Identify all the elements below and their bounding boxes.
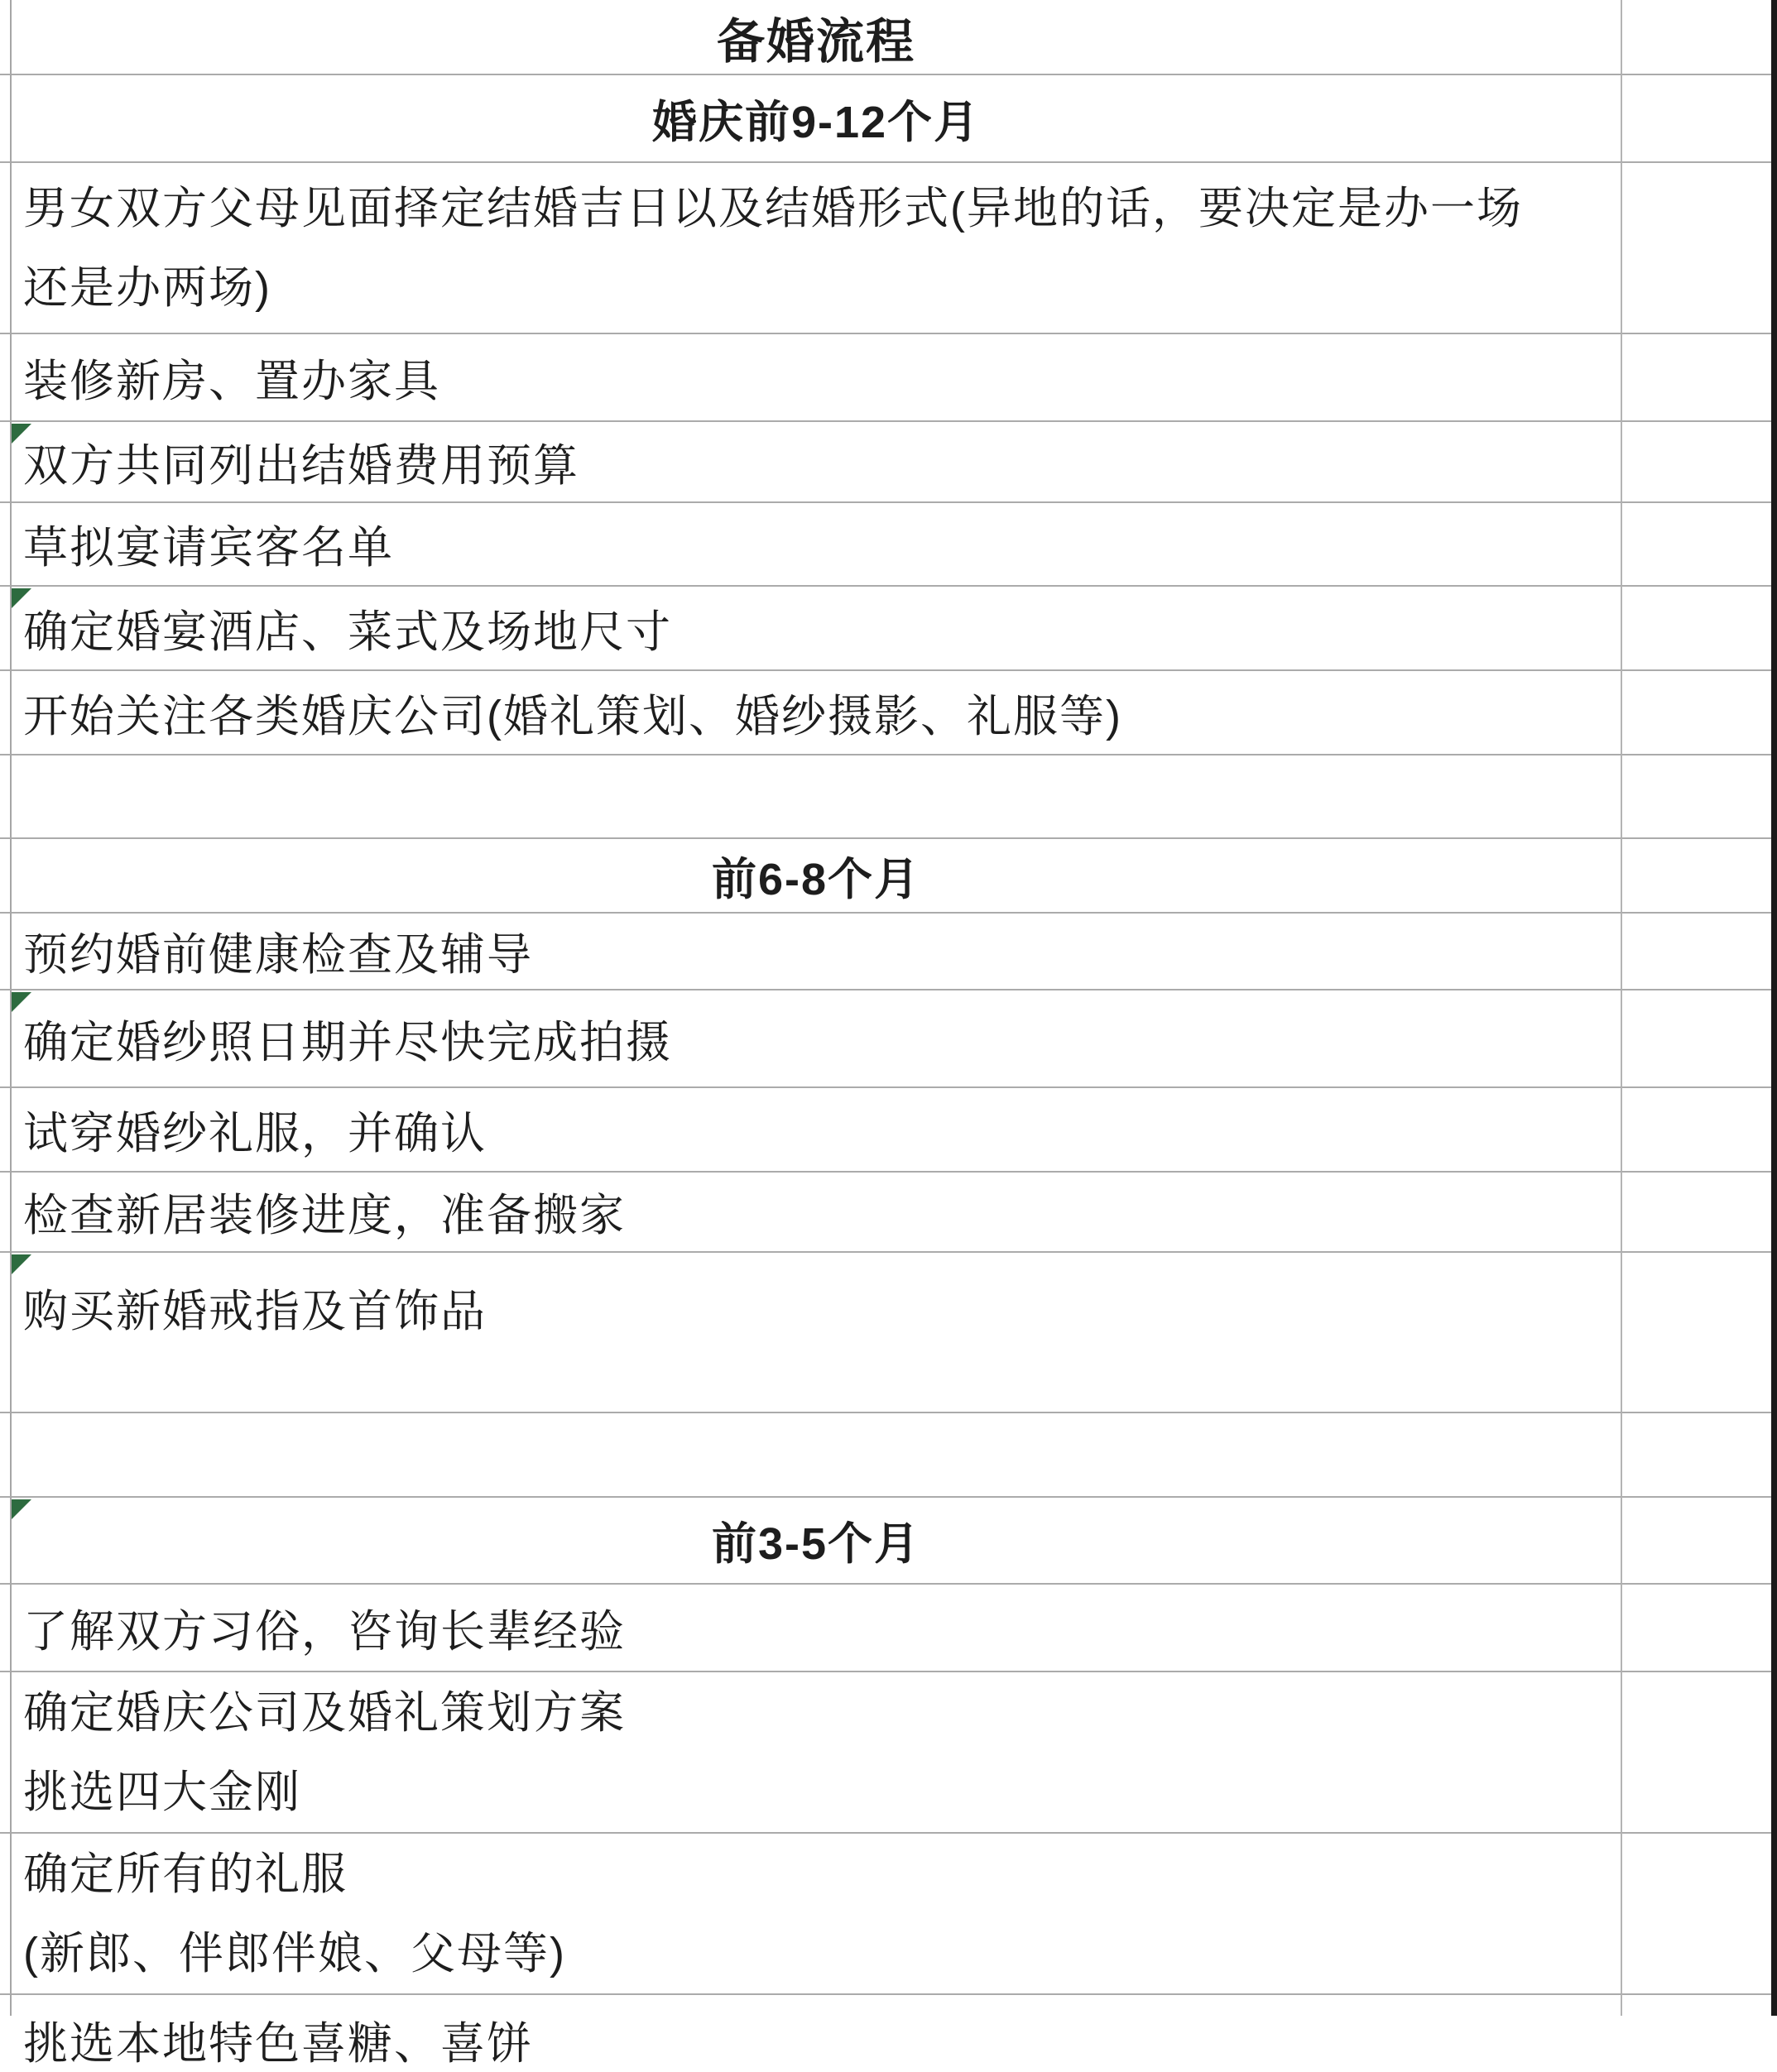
- status-cell[interactable]: [1622, 1583, 1777, 1671]
- table-row: [0, 420, 1777, 501]
- status-cell[interactable]: [1622, 837, 1777, 912]
- gutter-cell[interactable]: [0, 74, 12, 161]
- empty-cell[interactable]: [12, 754, 1622, 837]
- status-cell[interactable]: [1622, 669, 1777, 754]
- task-cell[interactable]: [12, 989, 1622, 1086]
- task-text: 了解双方习俗，咨询长辈经验: [23, 1606, 626, 1657]
- status-cell[interactable]: [1622, 585, 1777, 669]
- gutter-cell[interactable]: [0, 420, 12, 501]
- table-row: [0, 501, 1777, 585]
- status-cell[interactable]: [1622, 161, 1777, 333]
- error-indicator-icon: [12, 1254, 31, 1274]
- task-cell[interactable]: [12, 333, 1622, 420]
- gutter-cell[interactable]: [0, 1412, 12, 1496]
- section-header-row: [0, 74, 1777, 161]
- table-row: [0, 1671, 1777, 1832]
- status-cell[interactable]: [1622, 420, 1777, 501]
- title-cell[interactable]: [12, 0, 1622, 74]
- task-text: 装修新房、置办家具: [23, 356, 440, 406]
- task-text: 草拟宴请宾客名单: [23, 523, 394, 573]
- status-cell[interactable]: [1622, 989, 1777, 1086]
- gutter-cell[interactable]: [0, 1993, 12, 2016]
- table-row: [0, 989, 1777, 1086]
- table-row: [0, 1251, 1777, 1412]
- task-cell[interactable]: [12, 669, 1622, 754]
- table-row: [0, 1086, 1777, 1171]
- gutter-cell[interactable]: [0, 1086, 12, 1171]
- gutter-cell[interactable]: [0, 501, 12, 585]
- table-row: [0, 161, 1777, 333]
- section-header-label: 前6-8个月: [711, 854, 921, 904]
- empty-row: [0, 1412, 1777, 1496]
- task-cell[interactable]: [12, 420, 1622, 501]
- task-text: 双方共同列出结婚费用预算: [23, 440, 579, 491]
- section-header-cell[interactable]: [12, 837, 1622, 912]
- task-text: 试穿婚纱礼服，并确认: [23, 1108, 487, 1158]
- empty-row: [0, 754, 1777, 837]
- task-text: 男女双方父母见面择定结婚吉日以及结婚形式(异地的话，要决定是办一场 还是办两场): [23, 183, 1523, 313]
- error-indicator-icon: [12, 1499, 31, 1519]
- section-header-cell[interactable]: [12, 74, 1622, 161]
- section-header-row: [0, 1496, 1777, 1583]
- status-cell[interactable]: [1622, 1993, 1777, 2016]
- task-text: 开始关注各类婚庆公司(婚礼策划、婚纱摄影、礼服等): [23, 691, 1122, 741]
- task-cell[interactable]: [12, 1086, 1622, 1171]
- status-cell[interactable]: [1622, 0, 1777, 74]
- status-cell[interactable]: [1622, 1496, 1777, 1583]
- status-cell[interactable]: [1622, 1412, 1777, 1496]
- task-cell[interactable]: [12, 1671, 1622, 1832]
- status-cell[interactable]: [1622, 74, 1777, 161]
- task-cell[interactable]: [12, 912, 1622, 989]
- task-text: 挑选本地特色喜糖、喜饼: [23, 2019, 533, 2069]
- error-indicator-icon: [12, 992, 31, 1012]
- task-text: 确定婚纱照日期并尽快完成拍摄: [23, 1017, 672, 1067]
- table-row: [0, 912, 1777, 989]
- status-cell[interactable]: [1622, 1832, 1777, 1993]
- gutter-cell[interactable]: [0, 912, 12, 989]
- section-header-row: [0, 837, 1777, 912]
- section-header-label: 婚庆前9-12个月: [651, 97, 981, 147]
- title-row: [0, 0, 1777, 74]
- table-row: [0, 333, 1777, 420]
- task-text: 检查新居装修进度，准备搬家: [23, 1191, 626, 1240]
- gutter-cell[interactable]: [0, 1496, 12, 1583]
- gutter-cell[interactable]: [0, 0, 12, 74]
- task-text: 确定婚庆公司及婚礼策划方案 挑选四大金刚: [23, 1687, 626, 1817]
- task-cell[interactable]: [12, 501, 1622, 585]
- section-header-label: 前3-5个月: [711, 1519, 921, 1569]
- gutter-cell[interactable]: [0, 837, 12, 912]
- status-cell[interactable]: [1622, 1671, 1777, 1832]
- gutter-cell[interactable]: [0, 754, 12, 837]
- gutter-cell[interactable]: [0, 1832, 12, 1993]
- error-indicator-icon: [12, 424, 31, 444]
- task-text: 预约婚前健康检查及辅导: [23, 930, 533, 980]
- section-header-cell[interactable]: [12, 1496, 1622, 1583]
- task-cell[interactable]: [12, 161, 1622, 333]
- gutter-cell[interactable]: [0, 333, 12, 420]
- task-text: 购买新婚戒指及首饰品: [23, 1287, 487, 1336]
- gutter-cell[interactable]: [0, 161, 12, 333]
- task-cell[interactable]: [12, 1832, 1622, 1993]
- table-row: [0, 1583, 1777, 1671]
- task-cell[interactable]: [12, 1583, 1622, 1671]
- status-cell[interactable]: [1622, 912, 1777, 989]
- screen-right-edge: [1771, 0, 1777, 2016]
- task-text: 确定所有的礼服 (新郎、伴郎伴娘、父母等): [23, 1849, 566, 1978]
- table-row: [0, 585, 1777, 669]
- error-indicator-icon: [12, 588, 31, 608]
- status-cell[interactable]: [1622, 1251, 1777, 1412]
- gutter-cell[interactable]: [0, 1583, 12, 1671]
- task-cell[interactable]: [12, 1171, 1622, 1251]
- task-cell[interactable]: [12, 585, 1622, 669]
- gutter-cell[interactable]: [0, 1671, 12, 1832]
- gutter-cell[interactable]: [0, 669, 12, 754]
- gutter-cell[interactable]: [0, 989, 12, 1086]
- page-title: 备婚流程: [716, 14, 915, 69]
- status-cell[interactable]: [1622, 754, 1777, 837]
- task-cell[interactable]: [12, 1251, 1622, 1412]
- status-cell[interactable]: [1622, 1171, 1777, 1251]
- table-row: [0, 669, 1777, 754]
- table-row: [0, 1171, 1777, 1251]
- status-cell[interactable]: [1622, 1086, 1777, 1171]
- table-row-clipped: [0, 1993, 1777, 2069]
- gutter-cell[interactable]: [0, 1171, 12, 1251]
- status-cell[interactable]: [1622, 501, 1777, 585]
- status-cell[interactable]: [1622, 333, 1777, 420]
- task-cell[interactable]: [12, 1993, 1622, 2069]
- task-text: 确定婚宴酒店、菜式及场地尺寸: [23, 607, 672, 657]
- gutter-cell[interactable]: [0, 585, 12, 669]
- gutter-cell[interactable]: [0, 1251, 12, 1412]
- table-row: [0, 1832, 1777, 1993]
- empty-cell[interactable]: [12, 1412, 1622, 1496]
